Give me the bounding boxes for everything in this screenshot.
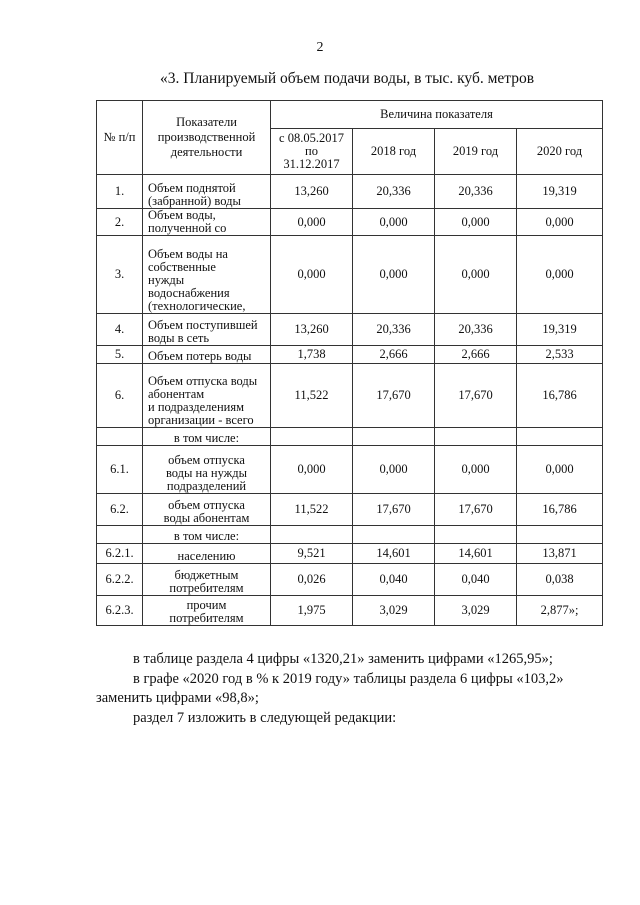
row-indicator: объем отпуска воды на нужды подразделений xyxy=(143,446,271,494)
table-row xyxy=(97,596,603,626)
table-row xyxy=(97,314,603,346)
header-2018: 2018 год xyxy=(353,129,435,175)
value-period: 1,738 xyxy=(271,346,353,364)
header-2019: 2019 год xyxy=(435,129,517,175)
value-2020: 13,871 xyxy=(517,544,603,564)
value-2019: 2,666 xyxy=(435,346,517,364)
value-2018 xyxy=(353,428,435,446)
row-indicator: объем отпуска воды абонентам xyxy=(143,494,271,526)
row-number: 2. xyxy=(97,209,143,236)
value-2019: 0,000 xyxy=(435,446,517,494)
row-number xyxy=(97,526,143,544)
value-2018: 2,666 xyxy=(353,346,435,364)
value-2020: 2,877»; xyxy=(517,596,603,626)
row-number: 3. xyxy=(97,236,143,314)
row-indicator: Объем потерь воды xyxy=(143,346,271,364)
paragraph-2: в графе «2020 год в % к 2019 году» таблицы раздела 6 цифры «103,2» xyxy=(133,671,564,687)
paragraph-3: заменить цифрами «98,8»; xyxy=(96,690,259,706)
row-number: 6.2. xyxy=(97,494,143,526)
value-period: 0,000 xyxy=(271,209,353,236)
row-indicator: бюджетным потребителям xyxy=(143,564,271,596)
table-row xyxy=(97,494,603,526)
value-2018 xyxy=(353,526,435,544)
row-number: 6.2.2. xyxy=(97,564,143,596)
value-period: 13,260 xyxy=(271,314,353,346)
value-period: 11,522 xyxy=(271,364,353,428)
value-2018: 0,000 xyxy=(353,209,435,236)
value-period: 11,522 xyxy=(271,494,353,526)
table-row xyxy=(97,428,603,446)
value-2020 xyxy=(517,526,603,544)
row-indicator: в том числе: xyxy=(143,526,271,544)
value-2018: 0,040 xyxy=(353,564,435,596)
value-2018: 14,601 xyxy=(353,544,435,564)
value-2020 xyxy=(517,428,603,446)
value-2019: 3,029 xyxy=(435,596,517,626)
row-indicator: Объем воды на собственные нужды водоснабжения (технологические, xyxy=(143,236,271,314)
value-period: 9,521 xyxy=(271,544,353,564)
value-2018: 0,000 xyxy=(353,236,435,314)
page-number: 2 xyxy=(316,40,324,55)
value-2018: 17,670 xyxy=(353,494,435,526)
row-number: 6. xyxy=(97,364,143,428)
table-row xyxy=(97,346,603,364)
header-2020: 2020 год xyxy=(517,129,603,175)
value-period: 0,000 xyxy=(271,236,353,314)
value-2018: 20,336 xyxy=(353,175,435,209)
table-row xyxy=(97,175,603,209)
value-period xyxy=(271,526,353,544)
paragraph-4: раздел 7 изложить в следующей редакции: xyxy=(133,710,397,726)
value-2019: 17,670 xyxy=(435,494,517,526)
value-2020: 0,000 xyxy=(517,209,603,236)
value-period xyxy=(271,428,353,446)
water-supply-table xyxy=(96,100,603,626)
value-2020: 19,319 xyxy=(517,175,603,209)
value-2018: 3,029 xyxy=(353,596,435,626)
value-2019: 0,000 xyxy=(435,209,517,236)
value-2020: 0,038 xyxy=(517,564,603,596)
paragraph-1: в таблице раздела 4 цифры «1320,21» заменить цифрами «1265,95»; xyxy=(133,651,553,667)
table-row xyxy=(97,364,603,428)
row-number xyxy=(97,428,143,446)
value-2019: 0,040 xyxy=(435,564,517,596)
row-indicator: населению xyxy=(143,544,271,564)
value-period: 0,026 xyxy=(271,564,353,596)
table-row xyxy=(97,526,603,544)
value-2020: 16,786 xyxy=(517,364,603,428)
row-indicator: Объем воды, полученной со xyxy=(143,209,271,236)
row-number: 5. xyxy=(97,346,143,364)
row-indicator: Объем отпуска воды абонентам и подразделениям организации - всего xyxy=(143,364,271,428)
header-num: № п/п xyxy=(97,101,143,175)
table-row xyxy=(97,446,603,494)
table-row xyxy=(97,209,603,236)
row-indicator: прочим потребителям xyxy=(143,596,271,626)
value-2019: 20,336 xyxy=(435,175,517,209)
value-period: 13,260 xyxy=(271,175,353,209)
value-2018: 0,000 xyxy=(353,446,435,494)
value-2018: 17,670 xyxy=(353,364,435,428)
row-number: 4. xyxy=(97,314,143,346)
value-2020: 0,000 xyxy=(517,446,603,494)
row-number: 6.2.3. xyxy=(97,596,143,626)
row-indicator: в том числе: xyxy=(143,428,271,446)
value-2018: 20,336 xyxy=(353,314,435,346)
row-indicator: Объем поднятой (забранной) воды xyxy=(143,175,271,209)
value-2019 xyxy=(435,428,517,446)
row-number: 6.1. xyxy=(97,446,143,494)
table-row xyxy=(97,236,603,314)
row-indicator: Объем поступившей воды в сеть xyxy=(143,314,271,346)
row-number: 1. xyxy=(97,175,143,209)
table-title: «3. Планируемый объем подачи воды, в тыс. куб. метров xyxy=(160,70,535,87)
value-2020: 19,319 xyxy=(517,314,603,346)
value-period: 0,000 xyxy=(271,446,353,494)
header-indicator: Показатели производственной деятельности xyxy=(143,101,271,175)
value-2020: 16,786 xyxy=(517,494,603,526)
value-2019: 17,670 xyxy=(435,364,517,428)
value-2020: 0,000 xyxy=(517,236,603,314)
value-2019 xyxy=(435,526,517,544)
table-row xyxy=(97,544,603,564)
header-value-group: Величина показателя xyxy=(271,101,603,129)
value-period: 1,975 xyxy=(271,596,353,626)
table-row xyxy=(97,564,603,596)
value-2019: 0,000 xyxy=(435,236,517,314)
value-2020: 2,533 xyxy=(517,346,603,364)
value-2019: 20,336 xyxy=(435,314,517,346)
value-2019: 14,601 xyxy=(435,544,517,564)
row-number: 6.2.1. xyxy=(97,544,143,564)
header-period: с 08.05.2017 по 31.12.2017 xyxy=(271,129,353,175)
